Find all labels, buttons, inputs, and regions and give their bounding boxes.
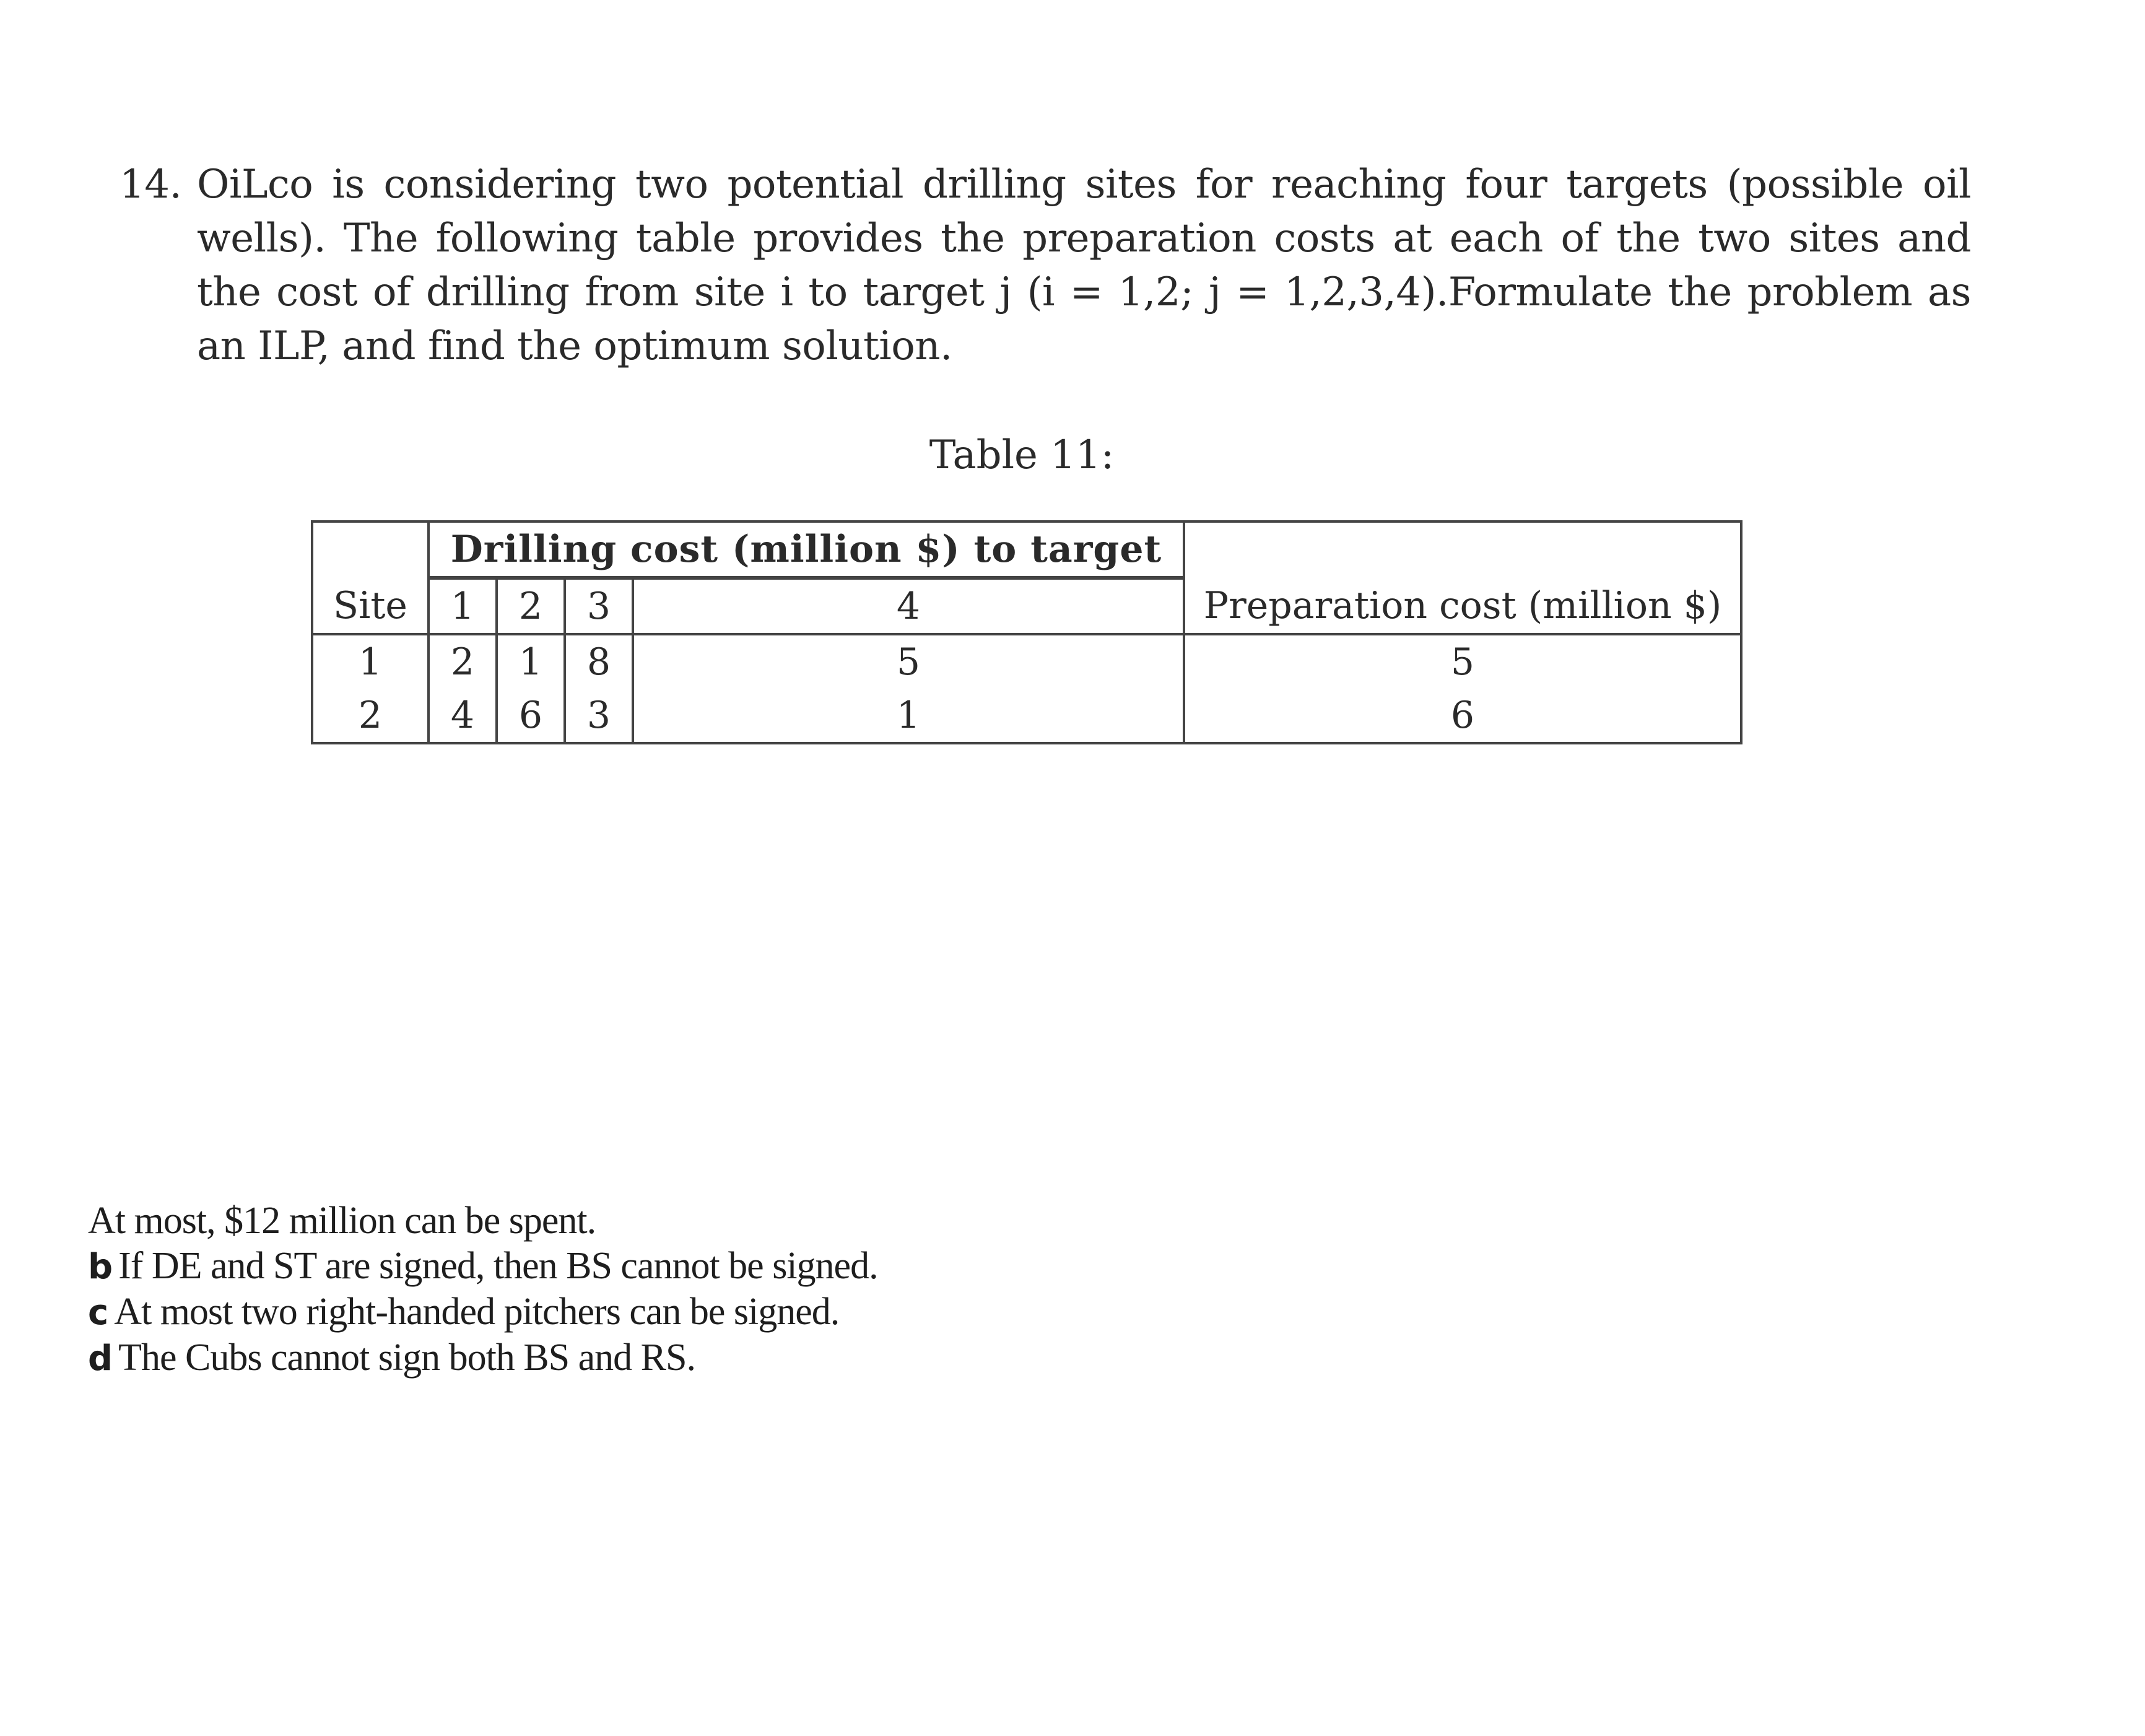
prep-cost-cell: 6 bbox=[1184, 689, 1741, 743]
prep-cost-cell: 5 bbox=[1184, 634, 1741, 689]
drilling-cost-header: Drilling cost (million $) to target bbox=[429, 521, 1184, 578]
drilling-cost-cell: 8 bbox=[565, 634, 633, 689]
drilling-cost-cell: 6 bbox=[497, 689, 565, 743]
problem-text: OiLco is considering two potential drilling sites for reaching four targets (possible oil wells). The following table provides the preparation costs at each of the two sites and the cost of drilling from site i to target j (i = 1,2; j = 1,2,3,4).Formulate the problem as an ILP, and find the optimum solution. bbox=[197, 162, 1971, 369]
note-label: d bbox=[88, 1338, 113, 1379]
drilling-cost-cell: 5 bbox=[633, 634, 1184, 689]
target-header-1: 1 bbox=[429, 578, 497, 634]
note-item bbox=[88, 1198, 1079, 1244]
blank-prep-cell bbox=[1184, 521, 1741, 578]
drilling-cost-cell: 2 bbox=[429, 634, 497, 689]
problem-statement bbox=[120, 158, 1971, 373]
note-item bbox=[88, 1289, 1079, 1335]
target-header-2: 2 bbox=[497, 578, 565, 634]
prep-cost-header: Preparation cost (million $) bbox=[1184, 578, 1741, 634]
table-group-header-row bbox=[312, 521, 1741, 578]
target-header-3: 3 bbox=[565, 578, 633, 634]
target-header-4: 4 bbox=[633, 578, 1184, 634]
table-caption: Table 11: bbox=[929, 432, 1115, 478]
site-cell: 2 bbox=[312, 689, 429, 743]
site-header: Site bbox=[312, 578, 429, 634]
table-row bbox=[312, 689, 1741, 743]
note-text: At most two right-handed pitchers can be signed. bbox=[114, 1291, 840, 1333]
note-item bbox=[88, 1244, 1079, 1289]
drilling-cost-cell: 3 bbox=[565, 689, 633, 743]
note-text: If DE and ST are signed, then BS cannot be signed. bbox=[118, 1245, 878, 1287]
constraint-notes bbox=[88, 1198, 1079, 1381]
blank-corner-cell bbox=[312, 521, 429, 578]
drilling-cost-cell: 4 bbox=[429, 689, 497, 743]
table-row bbox=[312, 634, 1741, 689]
cost-table bbox=[311, 520, 1743, 744]
note-text: At most, $12 million can be spent. bbox=[88, 1200, 596, 1242]
note-label: c bbox=[88, 1293, 108, 1333]
table-column-header-row bbox=[312, 578, 1741, 634]
problem-number: 14. bbox=[120, 162, 182, 207]
note-text: The Cubs cannot sign both BS and RS. bbox=[118, 1337, 695, 1379]
drilling-cost-cell: 1 bbox=[497, 634, 565, 689]
note-item bbox=[88, 1335, 1079, 1381]
site-cell: 1 bbox=[312, 634, 429, 689]
note-label: b bbox=[88, 1247, 113, 1287]
drilling-cost-cell: 1 bbox=[633, 689, 1184, 743]
